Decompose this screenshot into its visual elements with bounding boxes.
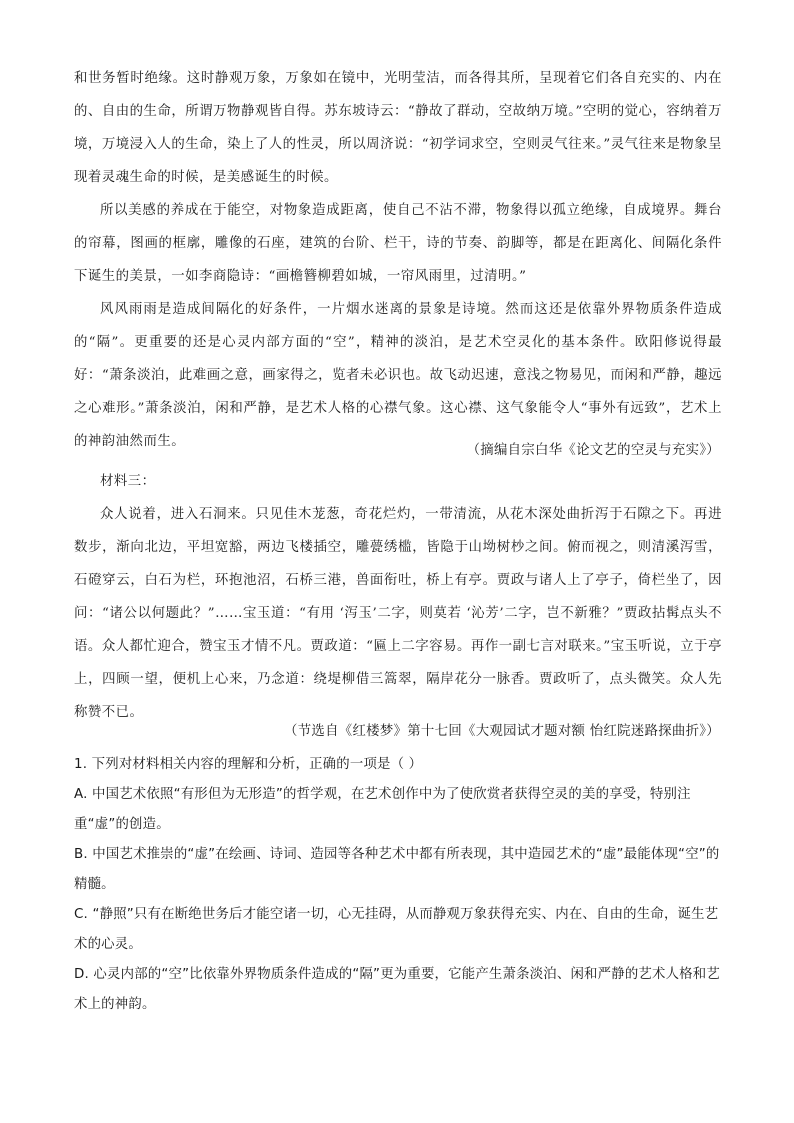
material-two-source: （摘编自宗白华《论文艺的空灵与充实》） (466, 443, 720, 458)
material-two-paragraph-2: 所以美感的养成在于能空，对物象造成距离，使自己不沾不滞，物象得以孤立绝缘，自成境界。舞台的帘幕，图画的框廓，雕像的石座，建筑的台阶、栏干，诗的节奏、韵脚等，都是在距离化、间隔化条件下诞生的美景，一如李商隐诗：“画檐簪柳碧如城，一帘风雨里，过清明。” (74, 203, 722, 284)
material-two-body (74, 62, 722, 458)
option-a[interactable]: A. 中国艺术依照“有形但为无形造”的哲学观，在艺术创作中为了使欣赏者获得空灵的美的享受，特别注重“虚”的创造。 (74, 787, 691, 832)
material-three-source: （节选自《红楼梦》第十七回《大观园试才题对额 怡红院迷路探曲折》） (284, 724, 720, 739)
option-c[interactable]: C. “静照”只有在断绝世务后才能空诸一切，心无挂碍，从而静观万象获得充实、内在、自由的生命，诞生艺术的心灵。 (74, 907, 719, 952)
option-b[interactable]: B. 中国艺术推崇的“虚”在绘画、诗词、造园等各种艺术中都有所表现，其中造园艺术的“虚”最能体现“空”的精髓。 (74, 847, 720, 892)
material-two-paragraph-1: 和世务暂时绝缘。这时静观万象，万象如在镜中，光明莹洁，而各得其所，呈现着它们各自充实的、内在的、自由的生命，所谓万物静观皆自得。苏东坡诗云：“静故了群动，空故纳万境。”空明的觉心，容纳着万境，万境浸入人的生命，染上了人的性灵，所以周济说：“初学词求空，空则灵气往来。”灵气往来是物象呈现着灵魂生命的时候，是美感诞生的时候。 (74, 71, 722, 185)
material-three-heading: 材料三： (100, 474, 156, 489)
question-stem: 1. 下列对材料相关内容的理解和分析，正确的一项是（ ） (74, 757, 423, 772)
option-d[interactable]: D. 心灵内部的“空”比依靠外界物质条件造成的“隔”更为重要，它能产生萧条淡泊、闲和严静的艺术人格和艺术上的神韵。 (74, 967, 720, 1012)
question-1 (74, 750, 722, 1020)
material-three-body (74, 468, 722, 729)
material-three-paragraph: 众人说着，进入石洞来。只见佳木茏葱，奇花烂灼，一带清流，从花木深处曲折泻于石隙之下。再进数步，渐向北边，平坦宽豁，两边飞楼插空，雕甍绣槛，皆隐于山坳树杪之间。俯而视之，则清溪泻雪，石磴穿云，白石为栏，环抱池沼，石桥三港，兽面衔吐，桥上有亭。贾政与诸人上了亭子，倚栏坐了，因问：“诸公以何题此？”……宝玉道：“有用 ‘泻玉’二字，则莫若 ‘沁芳’二字，岂不新雅？”贾政拈髯点头不语。众人都忙迎合，赞宝玉才情不凡。贾政道：“匾上二字容易。再作一副七言对联来。”宝玉听说，立于亭上，四顾一望，便机上心来，乃念道：绕堤柳借三篙翠，隔岸花分一脉香。贾政听了，点头微笑。众人先称赞不已。 (74, 507, 722, 720)
material-two-paragraph-3: 风风雨雨是造成间隔化的好条件，一片烟水迷离的景象是诗境。然而这还是依靠外界物质条件造成的“隔”。更重要的还是心灵内部方面的“空”，精神的淡泊，是艺术空灵化的基本条件。欧阳修说得最好：“萧条淡泊，此难画之意，画家得之，览者未必识也。故飞动迟速，意浅之物易见，而闲和严静，趣远之心难形。”萧条淡泊，闲和严静，是艺术人格的心襟气象。这心襟、这气象能令人“事外有远致”，艺术上的神韵油然而生。 (74, 302, 722, 449)
